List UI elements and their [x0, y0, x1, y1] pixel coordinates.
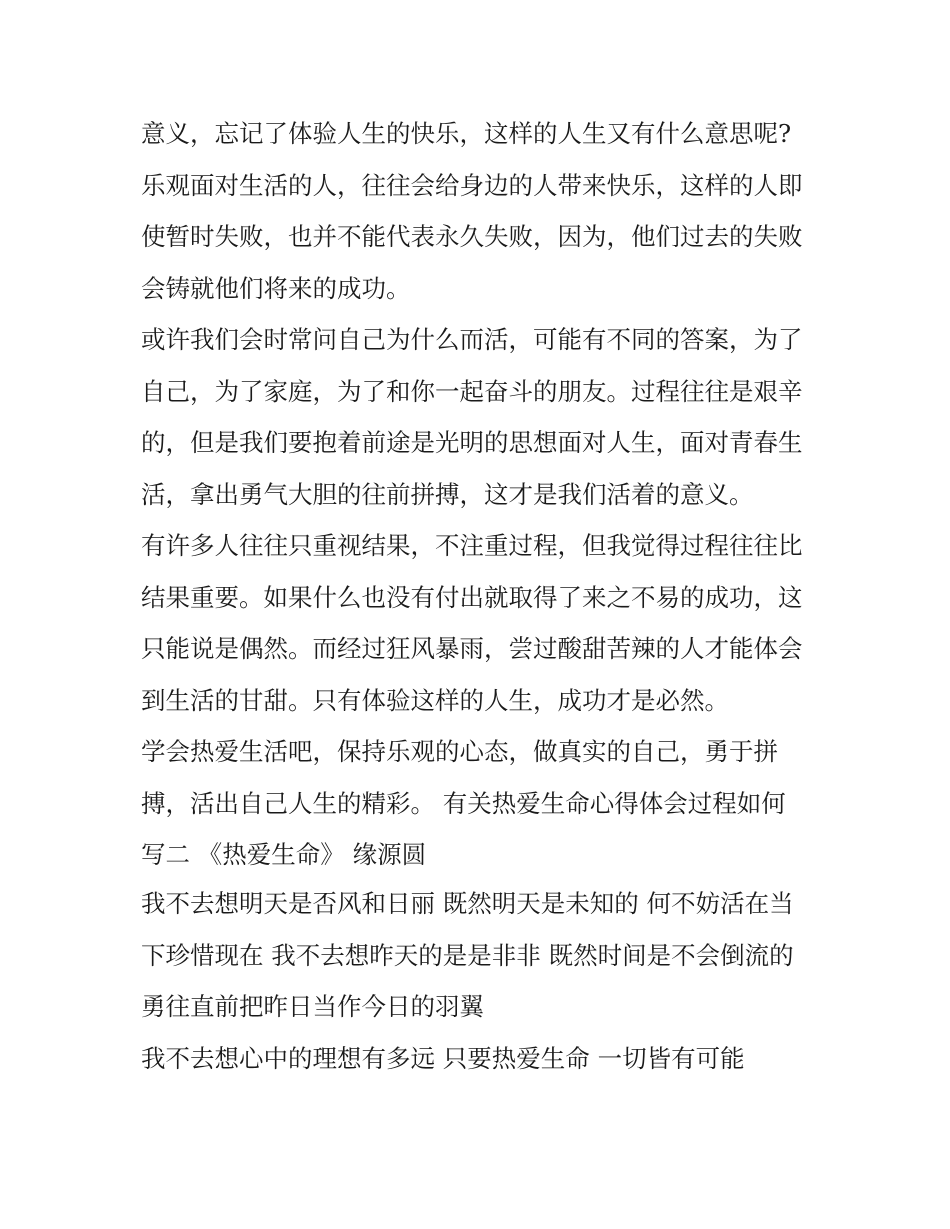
text-line: 只能说是偶然。而经过狂风暴雨，尝过酸甜苦辣的人才能体会 — [141, 634, 803, 663]
text-line: 写二 《热爱生命》 缘源圆 — [141, 840, 427, 869]
text-line: 下珍惜现在 我不去想昨天的是是非非 既然时间是不会倒流的 — [141, 940, 794, 970]
text-line: 搏，活出自己人生的精彩。 有关热爱生命心得体会过程如何 — [141, 788, 786, 818]
text-line: 会铸就他们将来的成功。 — [141, 273, 411, 303]
text-line: 勇往直前把昨日当作今日的羽翼 — [141, 992, 484, 1021]
text-line: 活，拿出勇气大胆的往前拼搏，这才是我们活着的意义。 — [141, 479, 754, 509]
text-line: 我不去想心中的理想有多远 只要热爱生命 一切皆有可能 — [141, 1043, 745, 1073]
text-line: 的，但是我们要抱着前途是光明的思想面对人生，面对青春生 — [141, 428, 803, 457]
text-line: 意义，忘记了体验人生的快乐，这样的人生又有什么意思呢? — [141, 119, 792, 148]
document-body — [141, 108, 821, 1084]
text-line: 使暂时失败，也并不能代表永久失败，因为，他们过去的失败 — [141, 222, 803, 251]
text-line: 乐观面对生活的人，往往会给身边的人带来快乐，这样的人即 — [141, 170, 803, 200]
text-line: 有许多人往往只重视结果，不注重过程，但我觉得过程往往比 — [141, 531, 803, 560]
text-line: 结果重要。如果什么也没有付出就取得了来之不易的成功，这 — [141, 582, 803, 612]
text-line: 到生活的甘甜。只有体验这样的人生，成功才是必然。 — [141, 685, 729, 715]
text-line: 我不去想明天是否风和日丽 既然明天是未知的 何不妨活在当 — [141, 889, 794, 918]
text-line: 或许我们会时常问自己为什么而活，可能有不同的答案，为了 — [141, 325, 803, 354]
text-line: 自己，为了家庭，为了和你一起奋斗的朋友。过程往往是艰辛 — [141, 376, 803, 406]
text-line: 学会热爱生活吧，保持乐观的心态，做真实的自己，勇于拼 — [141, 737, 778, 766]
